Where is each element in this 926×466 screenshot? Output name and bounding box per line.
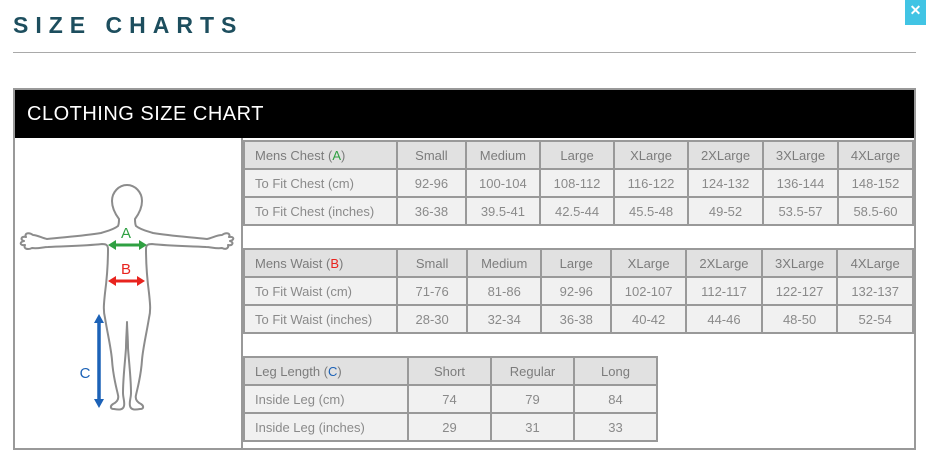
value-cell: 48-50: [762, 305, 838, 333]
close-icon: ✕: [909, 1, 922, 18]
human-figure-svg: [15, 138, 241, 443]
table-title-cell: [244, 249, 397, 277]
size-column-header: XLarge: [614, 141, 688, 169]
table-label-suffix: ): [340, 147, 346, 163]
table-label-suffix: ): [337, 363, 342, 379]
clothing-size-chart-panel: [13, 88, 916, 450]
size-column-header: Short: [408, 357, 491, 385]
man-outline: [21, 185, 234, 410]
size-header-row: [244, 357, 657, 385]
table-title-cell: [244, 357, 408, 385]
panel-header: CLOTHING SIZE CHART: [15, 90, 914, 138]
measurement-row: [244, 169, 913, 197]
size-column-header: Regular: [491, 357, 574, 385]
table-label-prefix: Mens Waist (: [255, 255, 331, 271]
value-cell: 39.5-41: [466, 197, 540, 225]
size-column-header: 4XLarge: [837, 249, 913, 277]
value-cell: 44-46: [686, 305, 762, 333]
value-cell: 84: [574, 385, 657, 413]
value-cell: 45.5-48: [614, 197, 688, 225]
value-cell: 33: [574, 413, 657, 441]
inside-leg-arrow: [94, 314, 104, 408]
measurement-row: [244, 413, 657, 441]
value-cell: 29: [408, 413, 491, 441]
value-cell: 79: [491, 385, 574, 413]
close-button[interactable]: [905, 0, 926, 25]
measurement-row: [244, 305, 913, 333]
body-measurement-diagram: [15, 138, 241, 448]
value-cell: 148-152: [838, 169, 913, 197]
value-cell: 71-76: [397, 277, 467, 305]
measurement-row: [244, 277, 913, 305]
value-cell: 42.5-44: [540, 197, 614, 225]
value-cell: 49-52: [688, 197, 763, 225]
table-title-cell: [244, 141, 397, 169]
table-marker: B: [330, 255, 340, 271]
value-cell: 28-30: [397, 305, 467, 333]
row-label-cell: To Fit Waist (inches): [244, 305, 397, 333]
value-cell: 112-117: [686, 277, 762, 305]
row-label-cell: To Fit Chest (inches): [244, 197, 397, 225]
value-cell: 108-112: [540, 169, 614, 197]
size-column-header: Medium: [467, 249, 542, 277]
size-column-header: 4XLarge: [838, 141, 913, 169]
value-cell: 102-107: [611, 277, 686, 305]
value-cell: 32-34: [467, 305, 542, 333]
size-column-header: 2XLarge: [688, 141, 763, 169]
value-cell: 132-137: [837, 277, 913, 305]
value-cell: 81-86: [467, 277, 542, 305]
size-column-header: Large: [541, 249, 611, 277]
value-cell: 40-42: [611, 305, 686, 333]
value-cell: 74: [408, 385, 491, 413]
size-column-header: Medium: [466, 141, 540, 169]
value-cell: 36-38: [541, 305, 611, 333]
size-column-header: Small: [397, 141, 466, 169]
value-cell: 136-144: [763, 169, 838, 197]
title-divider: [13, 52, 916, 53]
value-cell: 53.5-57: [763, 197, 838, 225]
value-cell: 122-127: [762, 277, 838, 305]
size-column-header: XLarge: [611, 249, 686, 277]
table-label-suffix: ): [339, 255, 344, 271]
measurement-row: [244, 385, 657, 413]
size-table-leg-length: [243, 356, 658, 442]
value-cell: 92-96: [541, 277, 611, 305]
waist-label-b: B: [120, 261, 132, 278]
table-marker: A: [332, 147, 341, 163]
panel-body: [15, 138, 914, 448]
value-cell: 92-96: [397, 169, 466, 197]
page-title: SIZE CHARTS: [13, 12, 244, 38]
value-cell: 52-54: [837, 305, 913, 333]
size-column-header: Small: [397, 249, 467, 277]
size-table-mens-chest: [243, 140, 914, 226]
size-column-header: Long: [574, 357, 657, 385]
size-column-header: 3XLarge: [763, 141, 838, 169]
value-cell: 124-132: [688, 169, 763, 197]
measurement-row: [244, 197, 913, 225]
table-label-prefix: Mens Chest (: [255, 147, 333, 163]
size-header-row: [244, 141, 913, 169]
row-label-cell: To Fit Chest (cm): [244, 169, 397, 197]
table-marker: C: [328, 363, 338, 379]
tables-area: [241, 138, 914, 448]
value-cell: 116-122: [614, 169, 688, 197]
size-column-header: Large: [540, 141, 614, 169]
size-header-row: [244, 249, 913, 277]
value-cell: 58.5-60: [838, 197, 913, 225]
size-column-header: 2XLarge: [686, 249, 762, 277]
size-column-header: 3XLarge: [762, 249, 838, 277]
value-cell: 31: [491, 413, 574, 441]
size-table-mens-waist: [243, 248, 914, 334]
row-label-cell: Inside Leg (inches): [244, 413, 408, 441]
value-cell: 100-104: [466, 169, 540, 197]
value-cell: 36-38: [397, 197, 466, 225]
leg-label-c: C: [79, 365, 91, 382]
table-label-prefix: Leg Length (: [255, 363, 329, 379]
row-label-cell: Inside Leg (cm): [244, 385, 408, 413]
row-label-cell: To Fit Waist (cm): [244, 277, 397, 305]
chest-label-a: A: [120, 225, 132, 242]
